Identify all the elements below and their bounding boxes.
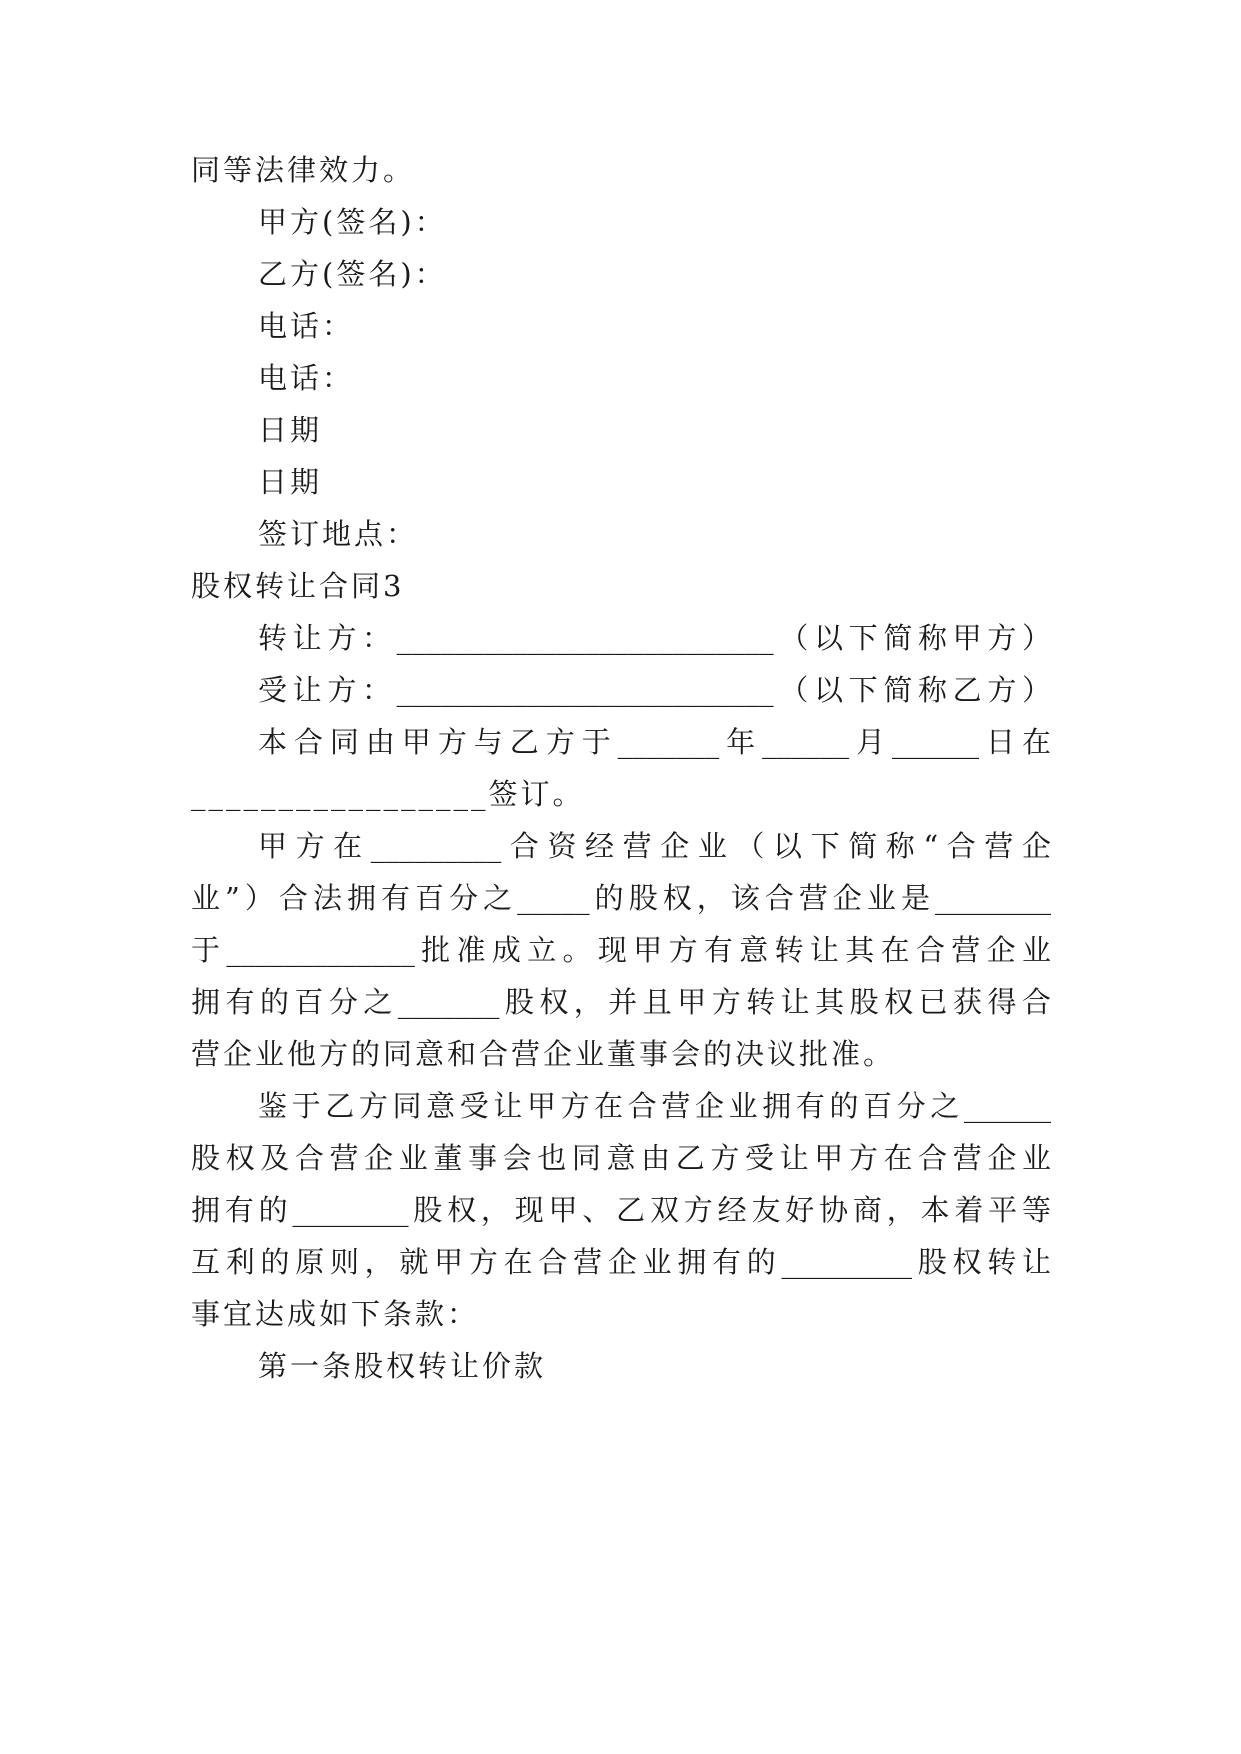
- date-label: 日期: [258, 413, 323, 447]
- paragraph-line: 拥有的________股权，现甲、乙双方经友好协商，本着平等: [191, 1193, 1051, 1227]
- signing-place-label: 签订地点：: [258, 517, 419, 551]
- phone-label: 电话：: [258, 309, 355, 343]
- paragraph-line: 鉴于乙方同意受让甲方在合营企业拥有的百分之______: [258, 1089, 1051, 1123]
- contract-heading: 股权转让合同3: [191, 569, 405, 603]
- party-a-signature-label: 甲方(签名)：: [258, 205, 447, 239]
- paragraph-line: _________________签订。: [191, 777, 585, 811]
- paragraph-line: 事宜达成如下条款：: [191, 1297, 480, 1331]
- phone-label: 电话：: [258, 361, 355, 395]
- date-label: 日期: [258, 465, 323, 499]
- text-line: 同等法律效力。: [191, 153, 416, 187]
- paragraph-line: 股权及合营企业董事会也同意由乙方受让甲方在合营企业: [191, 1141, 1051, 1175]
- paragraph-line: 互利的原则，就甲方在合营企业拥有的_________股权转让: [191, 1245, 1051, 1279]
- paragraph-line: 业”）合法拥有百分之_____的股权，该合营企业是________: [191, 881, 1051, 915]
- paragraph-line: 本合同由甲方与乙方于_______年______月______日在: [258, 725, 1051, 759]
- paragraph-line: 甲方在_________合资经营企业（以下简称“合营企: [258, 829, 1051, 863]
- paragraph-line: 拥有的百分之_______股权，并且甲方转让其股权已获得合: [191, 985, 1051, 1019]
- party-b-signature-label: 乙方(签名)：: [258, 257, 447, 291]
- transferee-line: 受让方：__________________________（以下简称乙方）: [258, 673, 1051, 707]
- article-heading: 第一条股权转让价款: [258, 1349, 547, 1383]
- transferor-line: 转让方：__________________________（以下简称甲方）: [258, 621, 1051, 655]
- paragraph-line: 营企业他方的同意和合营企业董事会的决议批准。: [191, 1037, 896, 1071]
- paragraph-line: 于_____________批准成立。现甲方有意转让其在合营企业: [191, 933, 1051, 967]
